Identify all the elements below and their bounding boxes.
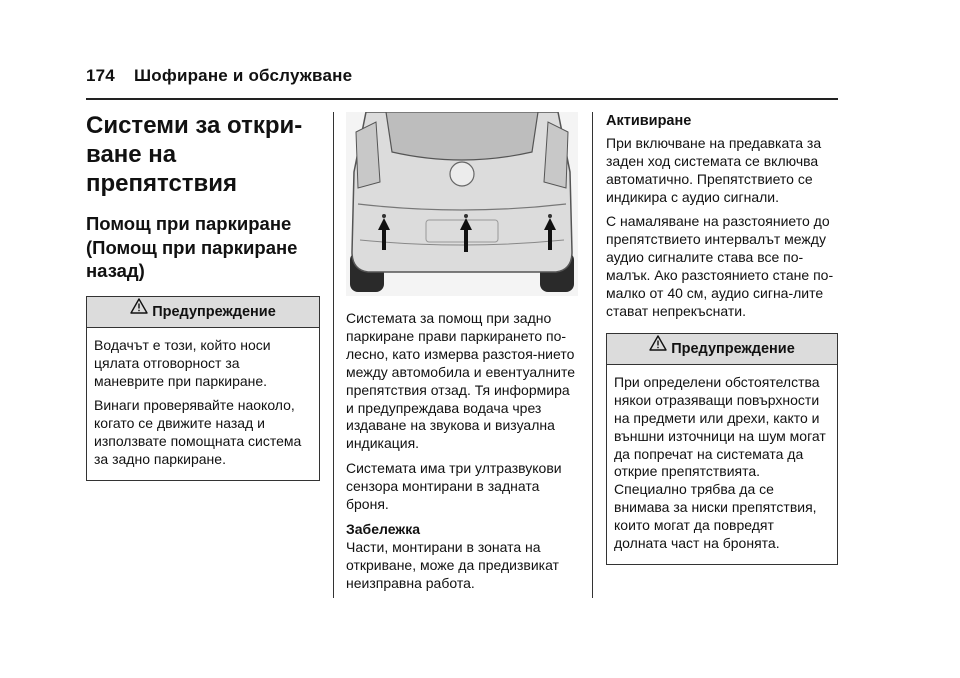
warning-box <box>606 333 838 565</box>
section-title: Шофиране и обслужване <box>134 66 353 85</box>
warning-box <box>86 296 320 481</box>
warning-title: Предупреждение <box>152 303 276 320</box>
rear-bumper-sensors-figure <box>346 112 578 296</box>
warning-paragraph: Водачът е този, който носи цялата отговорност за маневрите при паркиране. <box>94 336 271 389</box>
body-paragraph: С намаляване на разстоянието до препятствието интервалът между аудио сигналите става все по-малък. Ако разстоянието стане по-малко от 40 см, аудио сигна-лите стават непрекъснати. <box>606 213 834 319</box>
warning-paragraph: При определени обстоятелства някои отразяващи повърхности на предмети или дрехи, както и външни източници на шум могат да попречат на системата да открие препятствията. Специално трябва да се внимава за ниски препятствия, които могат да повредят долната част на бронята. <box>614 373 826 552</box>
warning-header <box>87 297 319 328</box>
header-rule <box>86 98 838 100</box>
body-paragraph: Системата за помощ при задно паркиране прави паркирането по-лесно, като измерва разстоя-нието между автомобила и евентуалните препятствия отзад. Тя информира и предупреждава водача чрез издаване на звукова и визуална индикация. <box>346 310 575 452</box>
section-subtitle: Помощ при паркиране (Помощ при паркиране назад) <box>86 213 298 281</box>
column-1 <box>86 112 320 481</box>
warning-triangle-icon <box>130 295 148 325</box>
warning-title: Предупреждение <box>671 340 795 357</box>
column-3 <box>606 112 838 565</box>
body-paragraph: При включване на предавката за заден ход системата се включва автоматично. Препятствието се индикира с аудио сигнали. <box>606 134 822 205</box>
page-number: 174 <box>86 66 115 85</box>
chapter-title: Системи за откри- ване на препятствия <box>86 112 303 197</box>
column-divider-2 <box>592 112 593 598</box>
column-divider-1 <box>333 112 334 598</box>
column-2 <box>346 112 578 600</box>
body-paragraph: Системата има три ултразвукови сензора монтирани в задната броня. <box>346 460 562 513</box>
note-text: Части, монтирани в зоната на откриване, може да предизвикат неизправна работа. <box>346 538 559 591</box>
warning-paragraph: Винаги проверявайте наоколо, когато се движите назад и използвате помощната система за задно паркиране. <box>94 397 302 468</box>
note-title: Забележка <box>346 520 421 537</box>
warning-triangle-icon <box>649 332 667 362</box>
warning-header <box>607 334 837 365</box>
page-header <box>86 66 352 86</box>
activation-heading: Активиране <box>606 113 692 129</box>
